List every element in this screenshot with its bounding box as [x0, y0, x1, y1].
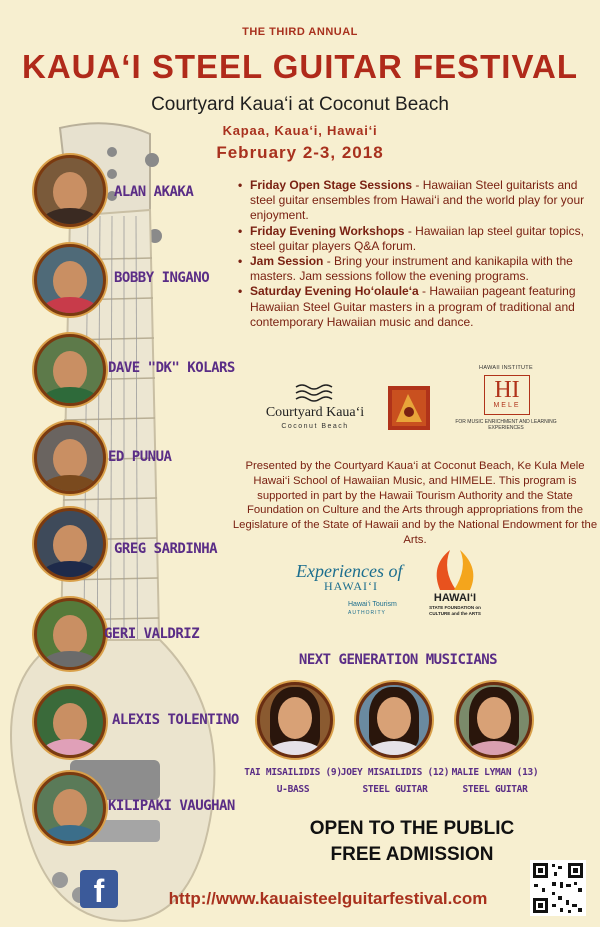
festival-title: KAUA‘I STEEL GUITAR FESTIVAL [21, 48, 579, 85]
performer-photo [34, 334, 106, 406]
event-description: - Bring your instrument and kanikapila with the masters. Jam sessions follow the evening programs. [250, 254, 573, 284]
pre-title: THE THIRD ANNUAL [242, 26, 358, 38]
performer-name: GERI VALDRIZ [104, 626, 200, 642]
event-item: • Friday Evening Workshops - Hawaiian lap steel guitar topics, steel guitar players Q&A forum. [238, 223, 584, 253]
courtyard-mark-icon [294, 383, 334, 403]
next-generation-heading: NEXT GENERATION MUSICIANS [298, 652, 498, 668]
facebook-icon[interactable]: f [80, 870, 118, 908]
himele-mele: MELE [493, 402, 521, 409]
performer-photo [34, 598, 106, 670]
performer-photo [34, 155, 106, 227]
himele-top-text: HAWAII INSTITUTE [479, 365, 533, 371]
free-admission: FREE ADMISSION [330, 844, 494, 865]
location: Kapaa, Kaua‘i, Hawai‘i [222, 123, 378, 138]
festival-url-link[interactable]: http://www.kauaisteelguitarfestival.com [168, 889, 488, 908]
ke-kula-mele-logo [388, 386, 430, 430]
performer-name: BOBBY INGANO [114, 270, 210, 286]
musician-name: MALIE LYMAN (13) [451, 767, 539, 778]
performer-name: ALAN AKAKA [114, 184, 194, 200]
musician-name: JOEY MISAILIDIS (12) [340, 767, 450, 778]
himele-logo [444, 365, 568, 445]
admission-notice [262, 816, 562, 868]
performer-photo [34, 422, 106, 494]
state-foundation-name: HAWAI‘I [433, 592, 477, 604]
performer-name: ALEXIS TOLENTINO [112, 712, 239, 728]
musician-photo [356, 682, 432, 758]
musician-photo [257, 682, 333, 758]
state-foundation-mark-icon [420, 546, 490, 592]
musician-instrument: U-BASS [276, 784, 310, 795]
event-description: - Hawaiian lap steel guitar topics, steel guitar players Q&A forum. [250, 223, 584, 253]
event-item: • Jam Session - Bring your instrument and kanikapila with the masters. Jam sessions follow the evening programs. [238, 254, 573, 284]
musician-name: TAI MISAILIDIS (9) [244, 767, 342, 778]
performer-photo [34, 508, 106, 580]
event-title: Jam Session [250, 254, 324, 269]
courtyard-sub: Coconut Beach [281, 423, 349, 430]
musician-instrument: STEEL GUITAR [462, 784, 528, 795]
himele-bottom-text: FOR MUSIC ENRICHMENT AND LEARNING EXPERIENCES [455, 419, 557, 431]
courtyard-name: Courtyard Kaua‘i [265, 405, 365, 420]
performer-name: KILIPAKI VAUGHAN [108, 798, 235, 814]
presented-by-text: Presented by the Courtyard Kaua‘i at Coconut Beach, Ke Kula Mele Hawai‘i School of Hawaiian Music, and HIMELE. This program is supported in part by the Hawaii Tourism Authority and the State Foundation on Culture and the Arts through appropriations from the Legislature of the State of Hawaii and by the National Endowment for the Arts. [232, 460, 598, 546]
state-foundation-sub: STATE FOUNDATION on CULTURE and the ARTS [429, 605, 481, 616]
event-list [238, 178, 592, 330]
event-description: - Hawaiian pageant featuring Hawaiian Steel Guitar masters in a program of traditional and contemporary Hawaiian music and dance. [250, 284, 576, 329]
qr-code-icon [530, 860, 586, 916]
performer-name: ED PUNUA [108, 449, 172, 465]
exp-script: Experiences of [296, 561, 403, 581]
festival-dates: February 2-3, 2018 [216, 143, 384, 162]
event-item: • Saturday Evening Ho‘olaule‘a - Hawaiian pageant featuring Hawaiian Steel Guitar masters in a program of traditional and contemporary Hawaiian music and dance. [238, 284, 576, 329]
event-title: Friday Open Stage Sessions [250, 178, 413, 192]
courtyard-logo [258, 383, 372, 433]
exp-authority: AUTHORITY [348, 610, 386, 616]
musician-photo [456, 682, 532, 758]
performer-photo [34, 686, 106, 758]
performer-photo [34, 244, 106, 316]
hawaii-tourism-logo [296, 557, 414, 627]
exp-hta: Hawai‘i Tourism [348, 601, 397, 608]
himele-box [484, 375, 530, 415]
exp-hawaii: HAWAI‘I [324, 579, 379, 593]
event-item: • Friday Open Stage Sessions - Hawaiian Steel guitarists and steel guitar ensembles from Hawai‘i and the world play for your enjoyment. [238, 178, 585, 223]
event-title: Saturday Evening Ho‘olaule‘a [250, 284, 419, 299]
event-description: - Hawaiian Steel guitarists and steel guitar ensembles from Hawai‘i and the world play for your enjoyment. [250, 178, 585, 223]
performer-name: DAVE "DK" KOLARS [108, 360, 235, 376]
state-foundation-logo [420, 546, 490, 626]
event-title: Friday Evening Workshops [250, 223, 405, 238]
himele-hi: HI [494, 377, 520, 403]
musician-instrument: STEEL GUITAR [362, 784, 428, 795]
venue-name: Courtyard Kaua‘i at Coconut Beach [151, 94, 449, 115]
performer-photo [34, 772, 106, 844]
open-to-public: OPEN TO THE PUBLIC [309, 818, 515, 839]
performer-name: GREG SARDINHA [114, 541, 218, 557]
